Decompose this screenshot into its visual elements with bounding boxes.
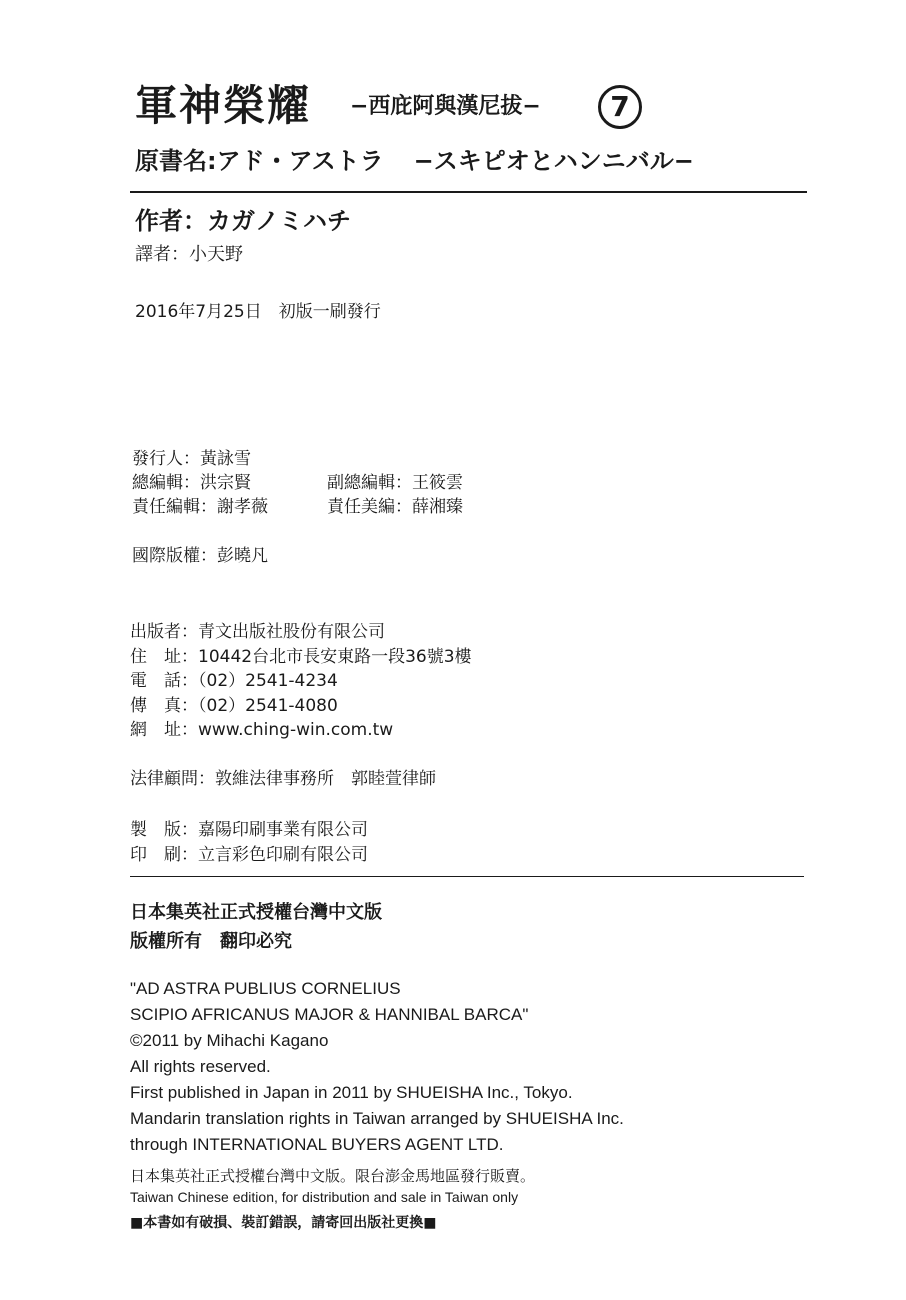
- original-title: [135, 145, 694, 177]
- publisher-phone: 電 話：（02）2541-4234: [130, 671, 338, 691]
- publication-date: 2016年7月25日 初版一刷發行: [135, 302, 381, 322]
- international-rights: 國際版權：彭曉凡: [132, 546, 268, 566]
- volume-number-badge: [598, 85, 642, 129]
- english-copyright: ©2011 by Mihachi Kagano: [130, 1031, 329, 1050]
- english-agent: through INTERNATIONAL BUYERS AGENT LTD.: [130, 1135, 504, 1154]
- printer: 印 刷：立言彩色印刷有限公司: [130, 845, 368, 865]
- publisher-person: 發行人：黃詠雪: [132, 449, 251, 469]
- copyright-statement: 版權所有 翻印必究: [130, 931, 292, 952]
- publisher-company: 出版者：青文出版社股份有限公司: [130, 622, 385, 642]
- book-subtitle: −西庇阿與漢尼拔−: [350, 94, 541, 119]
- en-distribution-notice: Taiwan Chinese edition, for distribution and sale in Taiwan only: [130, 1189, 519, 1205]
- english-title-line-2: SCIPIO AFRICANUS MAJOR & HANNIBAL BARCA": [130, 1005, 529, 1024]
- rights-divider: [130, 876, 804, 877]
- publisher-address: 住 址：10442台北市長安東路一段36號3樓: [130, 647, 472, 667]
- author-credit: 作者：カガノミハチ: [135, 207, 351, 235]
- original-title-label: 原書名:アド・アストラ: [135, 147, 384, 175]
- publisher-fax: 傳 真：（02）2541-4080: [130, 696, 338, 716]
- damage-return-notice: ■本書如有破損、裝訂錯誤，請寄回出版社更換■: [130, 1215, 437, 1231]
- translator-credit: 譯者：小天野: [135, 244, 243, 265]
- english-translation-rights: Mandarin translation rights in Taiwan arranged by SHUEISHA Inc.: [130, 1109, 624, 1128]
- publisher-website: 網 址：www.ching-win.com.tw: [130, 720, 394, 740]
- deputy-chief-editor: 副總編輯：王筱雲: [327, 473, 463, 493]
- zh-distribution-notice: 日本集英社正式授權台灣中文版。限台澎金馬地區發行販賣。: [130, 1167, 536, 1185]
- responsible-art-editor: 責任美編：薛湘臻: [327, 497, 463, 517]
- plate-maker: 製 版：嘉陽印刷事業有限公司: [130, 820, 368, 840]
- responsible-editor: 責任編輯：謝孝薇: [132, 497, 268, 517]
- original-title-sub: −スキピオとハンニバル−: [413, 147, 694, 175]
- chief-editor: 總編輯：洪宗賢: [132, 473, 251, 493]
- volume-number: 7: [610, 90, 630, 123]
- english-rights-reserved: All rights reserved.: [130, 1057, 271, 1076]
- english-first-published: First published in Japan in 2011 by SHUEISHA Inc., Tokyo.: [130, 1083, 573, 1102]
- legal-advisor: 法律顧問：敦維法律事務所 郭睦萱律師: [130, 769, 436, 789]
- license-statement: 日本集英社正式授權台灣中文版: [130, 902, 382, 923]
- header-divider: [130, 191, 807, 193]
- english-title-line-1: "AD ASTRA PUBLIUS CORNELIUS: [130, 979, 401, 998]
- book-title: 軍神榮耀: [135, 81, 312, 130]
